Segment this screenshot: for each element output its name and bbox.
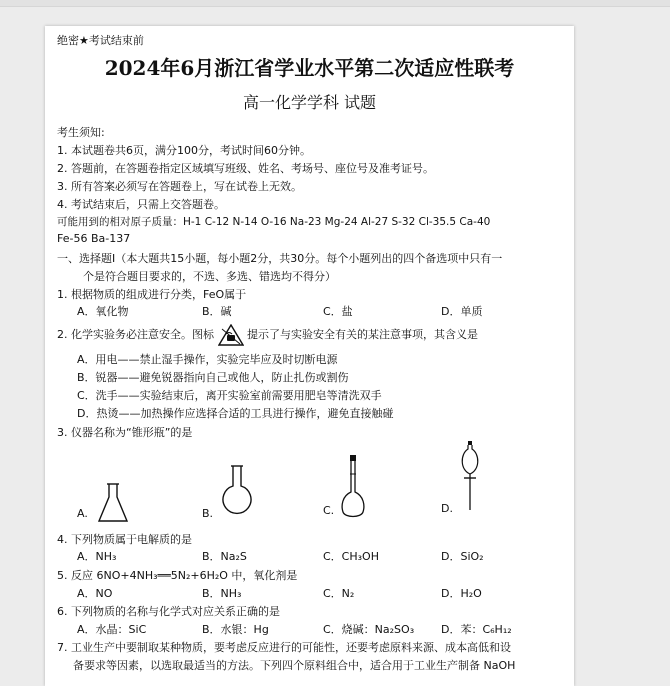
q4-stem: 4. 下列物质属于电解质的是	[57, 533, 192, 546]
q6-option-d: D．苯：C₆H₁₂	[441, 623, 512, 636]
q5-option-b: B．NH₃	[202, 587, 242, 600]
notice-item-3: 3. 所有答案必须写在答题卷上，写在试卷上无效。	[57, 180, 302, 193]
section-1-line-1: 一、选择题Ⅰ（本大题共15小题，每小题2分，共30分。每个小题列出的四个备选项中只有一	[57, 252, 503, 265]
q7-stem-line-1: 7. 工业生产中要制取某种物质，要考虑反应进行的可能性，还要考虑原料来源、成本高低和设	[57, 641, 511, 654]
q5-stem: 5. 反应 6NO+4NH₃══5N₂+6H₂O 中，氧化剂是	[57, 569, 298, 582]
q2-option-d: D．热烫——加热操作应选择合适的工具进行操作，避免直接触碰	[77, 407, 394, 420]
q1-option-d: D．单质	[441, 305, 483, 318]
hand-wash-safety-icon	[218, 324, 244, 346]
q5-option-d: D．H₂O	[441, 587, 482, 600]
q6-option-a: A．水晶：SiC	[77, 623, 147, 636]
q4-option-a: A．NH₃	[77, 550, 117, 563]
q1-option-a: A．氧化物	[77, 305, 129, 318]
q6-option-b: B．水银：Hg	[202, 623, 269, 636]
atomic-masses-line-1: 可能用到的相对原子质量：H-1 C-12 N-14 O-16 Na-23 Mg-24 Al-27 S-32 Cl-35.5 Ca-40	[57, 216, 491, 228]
q3-option-b-label: B.	[202, 507, 214, 520]
q3-option-a-label: A.	[77, 507, 88, 520]
q2-stem-before: 2. 化学实验务必注意安全。图标	[57, 328, 214, 341]
q2-option-a: A．用电——禁止湿手操作，实验完毕应及时切断电源	[77, 353, 338, 366]
q2-option-c: C．洗手——实验结束后，离开实验室前需要用肥皂等清洗双手	[77, 389, 382, 402]
q3-option-d-label: D.	[441, 502, 453, 515]
q2-option-b: B．锐器——避免锐器指向自己或他人，防止扎伤或割伤	[77, 371, 349, 384]
secret-label: 绝密★考试结束前	[57, 34, 144, 47]
exam-page	[45, 26, 574, 686]
separatory-funnel-icon	[457, 440, 483, 512]
q4-option-b: B．Na₂S	[202, 550, 247, 563]
volumetric-flask-icon	[339, 454, 367, 522]
notice-item-2: 2. 答题前，在答题卷指定区域填写班级、姓名、考场号、座位号及准考证号。	[57, 162, 434, 175]
erlenmeyer-flask-icon	[97, 482, 129, 524]
q7-stem-line-2: 备要求等因素，以选取最适当的方法。下列四个原料组合中，适合用于工业生产制备 NaOH	[73, 659, 516, 672]
exam-title: 2024年6月浙江省学业水平第二次适应性联考	[104, 56, 515, 80]
q2-stem-after: 提示了与实验安全有关的某注意事项，其含义是	[247, 328, 478, 341]
q1-option-b: B．碱	[202, 305, 232, 318]
q2-stem	[57, 324, 478, 346]
q1-option-c: C．盐	[323, 305, 353, 318]
exam-subtitle: 高一化学学科 试题	[242, 93, 377, 112]
q3-stem: 3. 仪器名称为“锥形瓶”的是	[57, 426, 193, 439]
notice-heading: 考生须知:	[57, 126, 105, 139]
q4-option-d: D．SiO₂	[441, 550, 484, 563]
section-1-line-2: 个是符合题目要求的，不选、多选、错选均不得分）	[83, 270, 336, 283]
q3-option-c-label: C.	[323, 504, 335, 517]
q5-option-a: A．NO	[77, 587, 113, 600]
viewer-top-bar	[0, 0, 670, 7]
q6-stem: 6. 下列物质的名称与化学式对应关系正确的是	[57, 605, 280, 618]
round-bottom-flask-icon	[219, 464, 255, 518]
notice-item-1: 1. 本试题卷共6页，满分100分，考试时间60分钟。	[57, 144, 311, 157]
atomic-masses-line-2: Fe-56 Ba-137	[57, 232, 131, 245]
notice-item-4: 4. 考试结束后，只需上交答题卷。	[57, 198, 225, 211]
q6-option-c: C．烧碱：Na₂SO₃	[323, 623, 415, 636]
q5-option-c: C．N₂	[323, 587, 355, 600]
q1-stem: 1. 根据物质的组成进行分类，FeO属于	[57, 288, 247, 301]
q4-option-c: C．CH₃OH	[323, 550, 379, 563]
